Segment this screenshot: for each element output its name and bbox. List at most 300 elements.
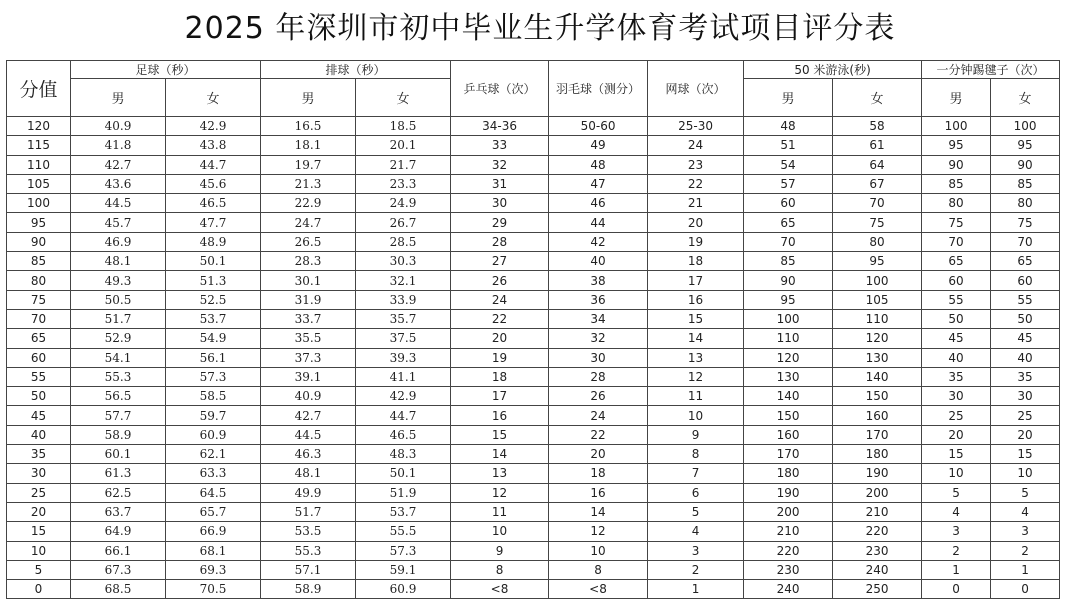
tennis-cell: 12 — [648, 367, 744, 386]
score-cell: 75 — [7, 290, 71, 309]
swim-female-cell: 140 — [833, 367, 922, 386]
football-male-cell: 57.7 — [71, 406, 166, 425]
volleyball-male-cell: 21.3 — [261, 174, 356, 193]
tennis-cell: 24 — [648, 136, 744, 155]
swim-male-cell: 90 — [744, 271, 833, 290]
football-male-cell: 45.7 — [71, 213, 166, 232]
swim-male-cell: 57 — [744, 174, 833, 193]
football-male-cell: 55.3 — [71, 367, 166, 386]
score-cell: 50 — [7, 387, 71, 406]
shuttlecock-female-cell: 90 — [991, 155, 1060, 174]
swim-female-cell: 75 — [833, 213, 922, 232]
swim-female-cell: 120 — [833, 329, 922, 348]
tennis-cell: 3 — [648, 541, 744, 560]
badminton-cell: 20 — [549, 445, 648, 464]
score-cell: 115 — [7, 136, 71, 155]
shuttlecock-male-cell: 5 — [922, 483, 991, 502]
volleyball-female-cell: 23.3 — [356, 174, 451, 193]
swim-male-cell: 60 — [744, 194, 833, 213]
swim-female-cell: 130 — [833, 348, 922, 367]
football-male-cell: 50.5 — [71, 290, 166, 309]
football-female-cell: 45.6 — [166, 174, 261, 193]
volleyball-male-cell: 40.9 — [261, 387, 356, 406]
table-tennis-cell: 19 — [451, 348, 549, 367]
swim-male-cell: 130 — [744, 367, 833, 386]
swim-female-cell: 170 — [833, 425, 922, 444]
table-row — [7, 367, 1060, 386]
table-tennis-cell: 29 — [451, 213, 549, 232]
table-tennis-cell: 28 — [451, 232, 549, 251]
tennis-cell: 1 — [648, 580, 744, 599]
table-tennis-cell: 34-36 — [451, 117, 549, 136]
football-male-cell: 62.5 — [71, 483, 166, 502]
swim-male-cell: 65 — [744, 213, 833, 232]
shuttlecock-male-cell: 2 — [922, 541, 991, 560]
table-row — [7, 232, 1060, 251]
badminton-cell: 8 — [549, 560, 648, 579]
shuttlecock-male-cell: 70 — [922, 232, 991, 251]
shuttlecock-female-cell: 45 — [991, 329, 1060, 348]
table-tennis-cell: 13 — [451, 464, 549, 483]
football-female-cell: 70.5 — [166, 580, 261, 599]
shuttlecock-male-cell: 45 — [922, 329, 991, 348]
swim-male-header: 男 — [744, 79, 833, 117]
shuttlecock-female-cell: 1 — [991, 560, 1060, 579]
score-cell: 20 — [7, 502, 71, 521]
football-male-header: 男 — [71, 79, 166, 117]
badminton-cell: 24 — [549, 406, 648, 425]
shuttlecock-male-cell: 3 — [922, 522, 991, 541]
score-cell: 25 — [7, 483, 71, 502]
football-male-cell: 46.9 — [71, 232, 166, 251]
shuttlecock-male-cell: 35 — [922, 367, 991, 386]
swim-female-cell: 150 — [833, 387, 922, 406]
shuttlecock-male-cell: 60 — [922, 271, 991, 290]
swim-male-cell: 48 — [744, 117, 833, 136]
football-male-cell: 41.8 — [71, 136, 166, 155]
tennis-cell: 9 — [648, 425, 744, 444]
volleyball-male-cell: 22.9 — [261, 194, 356, 213]
table-header — [7, 61, 1060, 117]
table-tennis-cell: 8 — [451, 560, 549, 579]
volleyball-female-cell: 50.1 — [356, 464, 451, 483]
football-male-cell: 48.1 — [71, 252, 166, 271]
table-row — [7, 348, 1060, 367]
football-male-cell: 49.3 — [71, 271, 166, 290]
badminton-cell: 10 — [549, 541, 648, 560]
swim-female-cell: 240 — [833, 560, 922, 579]
score-cell: 40 — [7, 425, 71, 444]
swim-female-cell: 230 — [833, 541, 922, 560]
table-row — [7, 387, 1060, 406]
volleyball-male-cell: 37.3 — [261, 348, 356, 367]
volleyball-female-cell: 18.5 — [356, 117, 451, 136]
badminton-cell: 28 — [549, 367, 648, 386]
badminton-cell: 32 — [549, 329, 648, 348]
tennis-cell: 14 — [648, 329, 744, 348]
football-female-cell: 46.5 — [166, 194, 261, 213]
football-female-cell: 53.7 — [166, 309, 261, 328]
volleyball-male-cell: 33.7 — [261, 309, 356, 328]
football-female-header: 女 — [166, 79, 261, 117]
table-tennis-cell: 15 — [451, 425, 549, 444]
table-row — [7, 483, 1060, 502]
badminton-cell: 50-60 — [549, 117, 648, 136]
table-row — [7, 117, 1060, 136]
score-table — [6, 60, 1060, 599]
swim-female-cell: 250 — [833, 580, 922, 599]
shuttlecock-female-cell: 100 — [991, 117, 1060, 136]
badminton-header: 羽毛球（测分） — [549, 61, 648, 117]
football-male-cell: 61.3 — [71, 464, 166, 483]
badminton-cell: 42 — [549, 232, 648, 251]
football-male-cell: 58.9 — [71, 425, 166, 444]
volleyball-header: 排球（秒） — [261, 61, 451, 79]
volleyball-male-cell: 58.9 — [261, 580, 356, 599]
football-female-cell: 56.1 — [166, 348, 261, 367]
volleyball-male-cell: 42.7 — [261, 406, 356, 425]
shuttlecock-male-cell: 75 — [922, 213, 991, 232]
badminton-cell: 46 — [549, 194, 648, 213]
football-female-cell: 48.9 — [166, 232, 261, 251]
score-cell: 105 — [7, 174, 71, 193]
volleyball-female-cell: 46.5 — [356, 425, 451, 444]
shuttlecock-male-cell: 40 — [922, 348, 991, 367]
shuttlecock-male-cell: 95 — [922, 136, 991, 155]
badminton-cell: 18 — [549, 464, 648, 483]
badminton-cell: 49 — [549, 136, 648, 155]
tennis-cell: 16 — [648, 290, 744, 309]
shuttlecock-male-header: 男 — [922, 79, 991, 117]
table-row — [7, 271, 1060, 290]
football-male-cell: 67.3 — [71, 560, 166, 579]
shuttlecock-female-cell: 15 — [991, 445, 1060, 464]
shuttlecock-male-cell: 10 — [922, 464, 991, 483]
football-female-cell: 50.1 — [166, 252, 261, 271]
tennis-header: 网球（次） — [648, 61, 744, 117]
page-title: 2025 年深圳市初中毕业生升学体育考试项目评分表 — [184, 11, 896, 46]
volleyball-male-cell: 30.1 — [261, 271, 356, 290]
football-female-cell: 47.7 — [166, 213, 261, 232]
table-tennis-cell: 30 — [451, 194, 549, 213]
table-tennis-cell: 17 — [451, 387, 549, 406]
football-male-cell: 51.7 — [71, 309, 166, 328]
swim-male-cell: 51 — [744, 136, 833, 155]
swim-female-cell: 67 — [833, 174, 922, 193]
football-male-cell: 63.7 — [71, 502, 166, 521]
football-female-cell: 69.3 — [166, 560, 261, 579]
shuttlecock-female-cell: 65 — [991, 252, 1060, 271]
table-row — [7, 502, 1060, 521]
badminton-cell: 12 — [549, 522, 648, 541]
shuttlecock-female-cell: 20 — [991, 425, 1060, 444]
swim-header: 50 米游泳(秒) — [744, 61, 922, 79]
football-male-cell: 56.5 — [71, 387, 166, 406]
table-body — [7, 117, 1060, 599]
volleyball-male-cell: 16.5 — [261, 117, 356, 136]
football-female-cell: 63.3 — [166, 464, 261, 483]
score-cell: 100 — [7, 194, 71, 213]
volleyball-female-cell: 55.5 — [356, 522, 451, 541]
swim-female-header: 女 — [833, 79, 922, 117]
shuttlecock-male-cell: 80 — [922, 194, 991, 213]
football-female-cell: 51.3 — [166, 271, 261, 290]
table-row — [7, 425, 1060, 444]
swim-female-cell: 95 — [833, 252, 922, 271]
tennis-cell: 15 — [648, 309, 744, 328]
table-row — [7, 541, 1060, 560]
table-row — [7, 213, 1060, 232]
badminton-cell: 40 — [549, 252, 648, 271]
table-row — [7, 329, 1060, 348]
shuttlecock-female-cell: 0 — [991, 580, 1060, 599]
volleyball-female-header: 女 — [356, 79, 451, 117]
score-column-header: 分值 — [7, 61, 71, 117]
badminton-cell: 22 — [549, 425, 648, 444]
swim-male-cell: 95 — [744, 290, 833, 309]
badminton-cell: 34 — [549, 309, 648, 328]
shuttlecock-header: 一分钟踢毽子（次） — [922, 61, 1060, 79]
volleyball-male-cell: 44.5 — [261, 425, 356, 444]
volleyball-male-cell: 24.7 — [261, 213, 356, 232]
football-female-cell: 62.1 — [166, 445, 261, 464]
football-female-cell: 59.7 — [166, 406, 261, 425]
football-male-cell: 64.9 — [71, 522, 166, 541]
table-row — [7, 309, 1060, 328]
football-female-cell: 65.7 — [166, 502, 261, 521]
football-female-cell: 60.9 — [166, 425, 261, 444]
shuttlecock-female-cell: 3 — [991, 522, 1060, 541]
volleyball-female-cell: 32.1 — [356, 271, 451, 290]
tennis-cell: 11 — [648, 387, 744, 406]
shuttlecock-female-cell: 55 — [991, 290, 1060, 309]
shuttlecock-female-cell: 95 — [991, 136, 1060, 155]
shuttlecock-male-cell: 100 — [922, 117, 991, 136]
tennis-cell: 25-30 — [648, 117, 744, 136]
swim-female-cell: 190 — [833, 464, 922, 483]
badminton-cell: <8 — [549, 580, 648, 599]
swim-male-cell: 170 — [744, 445, 833, 464]
volleyball-male-cell: 39.1 — [261, 367, 356, 386]
table-row — [7, 194, 1060, 213]
shuttlecock-female-cell: 85 — [991, 174, 1060, 193]
volleyball-male-cell: 57.1 — [261, 560, 356, 579]
swim-female-cell: 160 — [833, 406, 922, 425]
swim-female-cell: 200 — [833, 483, 922, 502]
shuttlecock-female-cell: 80 — [991, 194, 1060, 213]
swim-male-cell: 140 — [744, 387, 833, 406]
score-cell: 70 — [7, 309, 71, 328]
swim-male-cell: 110 — [744, 329, 833, 348]
table-row — [7, 522, 1060, 541]
football-female-cell: 44.7 — [166, 155, 261, 174]
table-row — [7, 560, 1060, 579]
shuttlecock-female-cell: 50 — [991, 309, 1060, 328]
tennis-cell: 4 — [648, 522, 744, 541]
badminton-cell: 44 — [549, 213, 648, 232]
football-male-cell: 66.1 — [71, 541, 166, 560]
table-tennis-cell: 33 — [451, 136, 549, 155]
shuttlecock-female-cell: 10 — [991, 464, 1060, 483]
tennis-cell: 10 — [648, 406, 744, 425]
table-tennis-cell: 11 — [451, 502, 549, 521]
volleyball-male-cell: 53.5 — [261, 522, 356, 541]
swim-male-cell: 150 — [744, 406, 833, 425]
football-female-cell: 43.8 — [166, 136, 261, 155]
volleyball-female-cell: 57.3 — [356, 541, 451, 560]
score-cell: 85 — [7, 252, 71, 271]
volleyball-female-cell: 53.7 — [356, 502, 451, 521]
swim-male-cell: 220 — [744, 541, 833, 560]
football-male-cell: 42.7 — [71, 155, 166, 174]
volleyball-male-cell: 26.5 — [261, 232, 356, 251]
football-male-cell: 40.9 — [71, 117, 166, 136]
shuttlecock-male-cell: 15 — [922, 445, 991, 464]
badminton-cell: 48 — [549, 155, 648, 174]
football-female-cell: 42.9 — [166, 117, 261, 136]
score-cell: 95 — [7, 213, 71, 232]
volleyball-male-cell: 48.1 — [261, 464, 356, 483]
tennis-cell: 5 — [648, 502, 744, 521]
table-row — [7, 406, 1060, 425]
score-cell: 30 — [7, 464, 71, 483]
swim-male-cell: 240 — [744, 580, 833, 599]
shuttlecock-male-cell: 55 — [922, 290, 991, 309]
volleyball-female-cell: 37.5 — [356, 329, 451, 348]
football-male-cell: 43.6 — [71, 174, 166, 193]
score-cell: 120 — [7, 117, 71, 136]
table-tennis-cell: <8 — [451, 580, 549, 599]
shuttlecock-female-cell: 5 — [991, 483, 1060, 502]
shuttlecock-female-cell: 2 — [991, 541, 1060, 560]
table-tennis-cell: 14 — [451, 445, 549, 464]
table-row — [7, 580, 1060, 599]
score-cell: 55 — [7, 367, 71, 386]
volleyball-female-cell: 39.3 — [356, 348, 451, 367]
tennis-cell: 17 — [648, 271, 744, 290]
football-female-cell: 58.5 — [166, 387, 261, 406]
tennis-cell: 8 — [648, 445, 744, 464]
swim-female-cell: 220 — [833, 522, 922, 541]
swim-female-cell: 64 — [833, 155, 922, 174]
badminton-cell: 26 — [549, 387, 648, 406]
swim-male-cell: 200 — [744, 502, 833, 521]
shuttlecock-female-cell: 25 — [991, 406, 1060, 425]
football-header: 足球（秒） — [71, 61, 261, 79]
football-male-cell: 68.5 — [71, 580, 166, 599]
badminton-cell: 38 — [549, 271, 648, 290]
football-female-cell: 52.5 — [166, 290, 261, 309]
volleyball-male-cell: 49.9 — [261, 483, 356, 502]
table-tennis-cell: 26 — [451, 271, 549, 290]
score-cell: 0 — [7, 580, 71, 599]
volleyball-male-cell: 28.3 — [261, 252, 356, 271]
shuttlecock-female-cell: 30 — [991, 387, 1060, 406]
swim-female-cell: 70 — [833, 194, 922, 213]
swim-female-cell: 180 — [833, 445, 922, 464]
volleyball-female-cell: 60.9 — [356, 580, 451, 599]
badminton-cell: 16 — [549, 483, 648, 502]
table-row — [7, 252, 1060, 271]
score-cell: 65 — [7, 329, 71, 348]
football-male-cell: 52.9 — [71, 329, 166, 348]
shuttlecock-female-cell: 4 — [991, 502, 1060, 521]
swim-female-cell: 80 — [833, 232, 922, 251]
swim-female-cell: 110 — [833, 309, 922, 328]
football-female-cell: 66.9 — [166, 522, 261, 541]
volleyball-female-cell: 42.9 — [356, 387, 451, 406]
volleyball-female-cell: 20.1 — [356, 136, 451, 155]
table-row — [7, 464, 1060, 483]
volleyball-female-cell: 24.9 — [356, 194, 451, 213]
score-cell: 45 — [7, 406, 71, 425]
volleyball-female-cell: 44.7 — [356, 406, 451, 425]
swim-female-cell: 210 — [833, 502, 922, 521]
swim-male-cell: 120 — [744, 348, 833, 367]
swim-male-cell: 54 — [744, 155, 833, 174]
shuttlecock-female-cell: 75 — [991, 213, 1060, 232]
tennis-cell: 7 — [648, 464, 744, 483]
shuttlecock-female-cell: 35 — [991, 367, 1060, 386]
score-cell: 35 — [7, 445, 71, 464]
volleyball-male-cell: 19.7 — [261, 155, 356, 174]
swim-female-cell: 61 — [833, 136, 922, 155]
table-tennis-cell: 20 — [451, 329, 549, 348]
volleyball-male-cell: 31.9 — [261, 290, 356, 309]
shuttlecock-male-cell: 30 — [922, 387, 991, 406]
tennis-cell: 6 — [648, 483, 744, 502]
swim-female-cell: 100 — [833, 271, 922, 290]
badminton-cell: 30 — [549, 348, 648, 367]
shuttlecock-female-cell: 70 — [991, 232, 1060, 251]
volleyball-female-cell: 41.1 — [356, 367, 451, 386]
volleyball-female-cell: 51.9 — [356, 483, 451, 502]
table-tennis-cell: 9 — [451, 541, 549, 560]
table-tennis-cell: 32 — [451, 155, 549, 174]
swim-male-cell: 100 — [744, 309, 833, 328]
shuttlecock-male-cell: 4 — [922, 502, 991, 521]
tennis-cell: 18 — [648, 252, 744, 271]
table-tennis-cell: 31 — [451, 174, 549, 193]
shuttlecock-male-cell: 50 — [922, 309, 991, 328]
volleyball-female-cell: 26.7 — [356, 213, 451, 232]
shuttlecock-male-cell: 0 — [922, 580, 991, 599]
score-cell: 60 — [7, 348, 71, 367]
badminton-cell: 47 — [549, 174, 648, 193]
volleyball-female-cell: 59.1 — [356, 560, 451, 579]
badminton-cell: 14 — [549, 502, 648, 521]
shuttlecock-female-cell: 60 — [991, 271, 1060, 290]
shuttlecock-female-cell: 40 — [991, 348, 1060, 367]
score-cell: 10 — [7, 541, 71, 560]
swim-male-cell: 190 — [744, 483, 833, 502]
swim-female-cell: 58 — [833, 117, 922, 136]
tennis-cell: 20 — [648, 213, 744, 232]
tennis-cell: 2 — [648, 560, 744, 579]
swim-male-cell: 230 — [744, 560, 833, 579]
shuttlecock-male-cell: 65 — [922, 252, 991, 271]
swim-male-cell: 85 — [744, 252, 833, 271]
swim-male-cell: 160 — [744, 425, 833, 444]
table-row — [7, 445, 1060, 464]
tennis-cell: 23 — [648, 155, 744, 174]
volleyball-female-cell: 35.7 — [356, 309, 451, 328]
score-cell: 90 — [7, 232, 71, 251]
table-tennis-cell: 16 — [451, 406, 549, 425]
volleyball-female-cell: 21.7 — [356, 155, 451, 174]
table-row — [7, 155, 1060, 174]
volleyball-female-cell: 33.9 — [356, 290, 451, 309]
